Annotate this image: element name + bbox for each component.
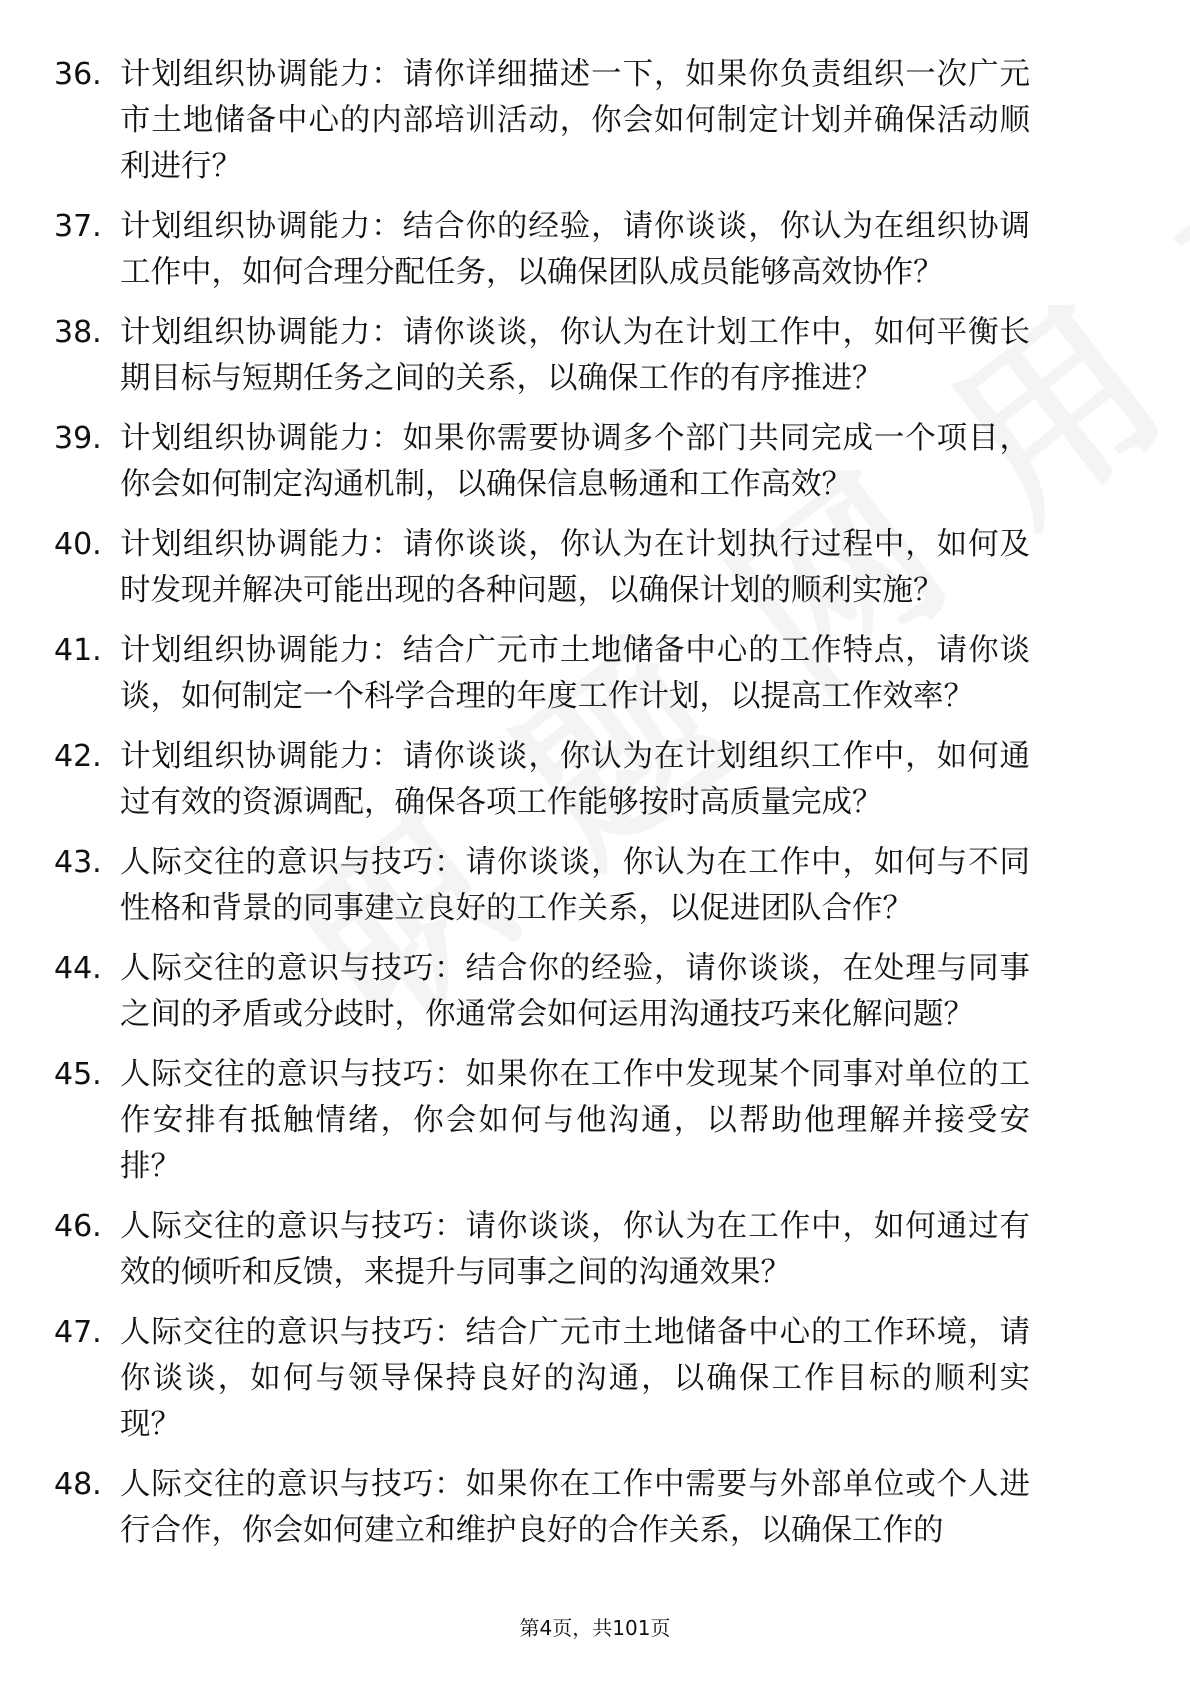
question-number: 39. [54,421,102,456]
question-text: 人际交往的意识与技巧：如果你在工作中需要与外部单位或个人进行合作，你会如何建立和维护良好的合作关系，以确保工作的 [120,1467,1030,1548]
question-text: 计划组织协调能力：请你详细描述一下，如果你负责组织一次广元市土地储备中心的内部培训活动，你会如何制定计划并确保活动顺利进行？ [120,57,1030,184]
question-item [0,946,1190,1038]
question-text: 计划组织协调能力：请你谈谈，你认为在计划工作中，如何平衡长期目标与短期任务之间的关系，以确保工作的有序推进？ [120,315,1030,396]
question-item [0,522,1190,614]
question-text: 人际交往的意识与技巧：结合你的经验，请你谈谈，在处理与同事之间的矛盾或分歧时，你通常会如何运用沟通技巧来化解问题？ [120,951,1030,1032]
question-number: 38. [54,315,102,350]
question-item [0,1204,1190,1296]
question-text: 人际交往的意识与技巧：结合广元市土地储备中心的工作环境，请你谈谈，如何与领导保持良好的沟通，以确保工作目标的顺利实现？ [120,1315,1030,1442]
question-list [0,52,1190,1568]
question-number: 47. [54,1315,102,1350]
question-number: 37. [54,209,102,244]
question-text: 计划组织协调能力：请你谈谈，你认为在计划组织工作中，如何通过有效的资源调配，确保各项工作能够按时高质量完成？ [120,739,1030,820]
question-number: 36. [54,57,102,92]
question-text: 计划组织协调能力：请你谈谈，你认为在计划执行过程中，如何及时发现并解决可能出现的各种问题，以确保计划的顺利实施？ [120,527,1030,608]
question-item [0,204,1190,296]
question-item [0,1310,1190,1448]
page-footer: 第4页，共101页 [519,1616,671,1640]
question-text: 计划组织协调能力：结合你的经验，请你谈谈，你认为在组织协调工作中，如何合理分配任务，以确保团队成员能够高效协作？ [120,209,1030,290]
question-item [0,52,1190,190]
question-item [0,734,1190,826]
question-item [0,628,1190,720]
question-text: 计划组织协调能力：如果你需要协调多个部门共同完成一个项目，你会如何制定沟通机制，以确保信息畅通和工作高效？ [120,421,1030,502]
question-number: 43. [54,845,102,880]
question-number: 41. [54,633,102,668]
question-text: 人际交往的意识与技巧：请你谈谈，你认为在工作中，如何通过有效的倾听和反馈，来提升与同事之间的沟通效果？ [120,1209,1030,1290]
question-number: 40. [54,527,102,562]
question-item [0,310,1190,402]
question-text: 计划组织协调能力：结合广元市土地储备中心的工作特点，请你谈谈，如何制定一个科学合理的年度工作计划，以提高工作效率？ [120,633,1030,714]
question-number: 42. [54,739,102,774]
question-item [0,840,1190,932]
question-text: 人际交往的意识与技巧：请你谈谈，你认为在工作中，如何与不同性格和背景的同事建立良好的工作关系，以促进团队合作？ [120,845,1030,926]
question-item [0,416,1190,508]
question-text: 人际交往的意识与技巧：如果你在工作中发现某个同事对单位的工作安排有抵触情绪，你会如何与他沟通，以帮助他理解并接受安排？ [120,1057,1030,1184]
question-item [0,1462,1190,1554]
question-number: 45. [54,1057,102,1092]
question-number: 46. [54,1209,102,1244]
question-number: 44. [54,951,102,986]
question-number: 48. [54,1467,102,1502]
question-item [0,1052,1190,1190]
